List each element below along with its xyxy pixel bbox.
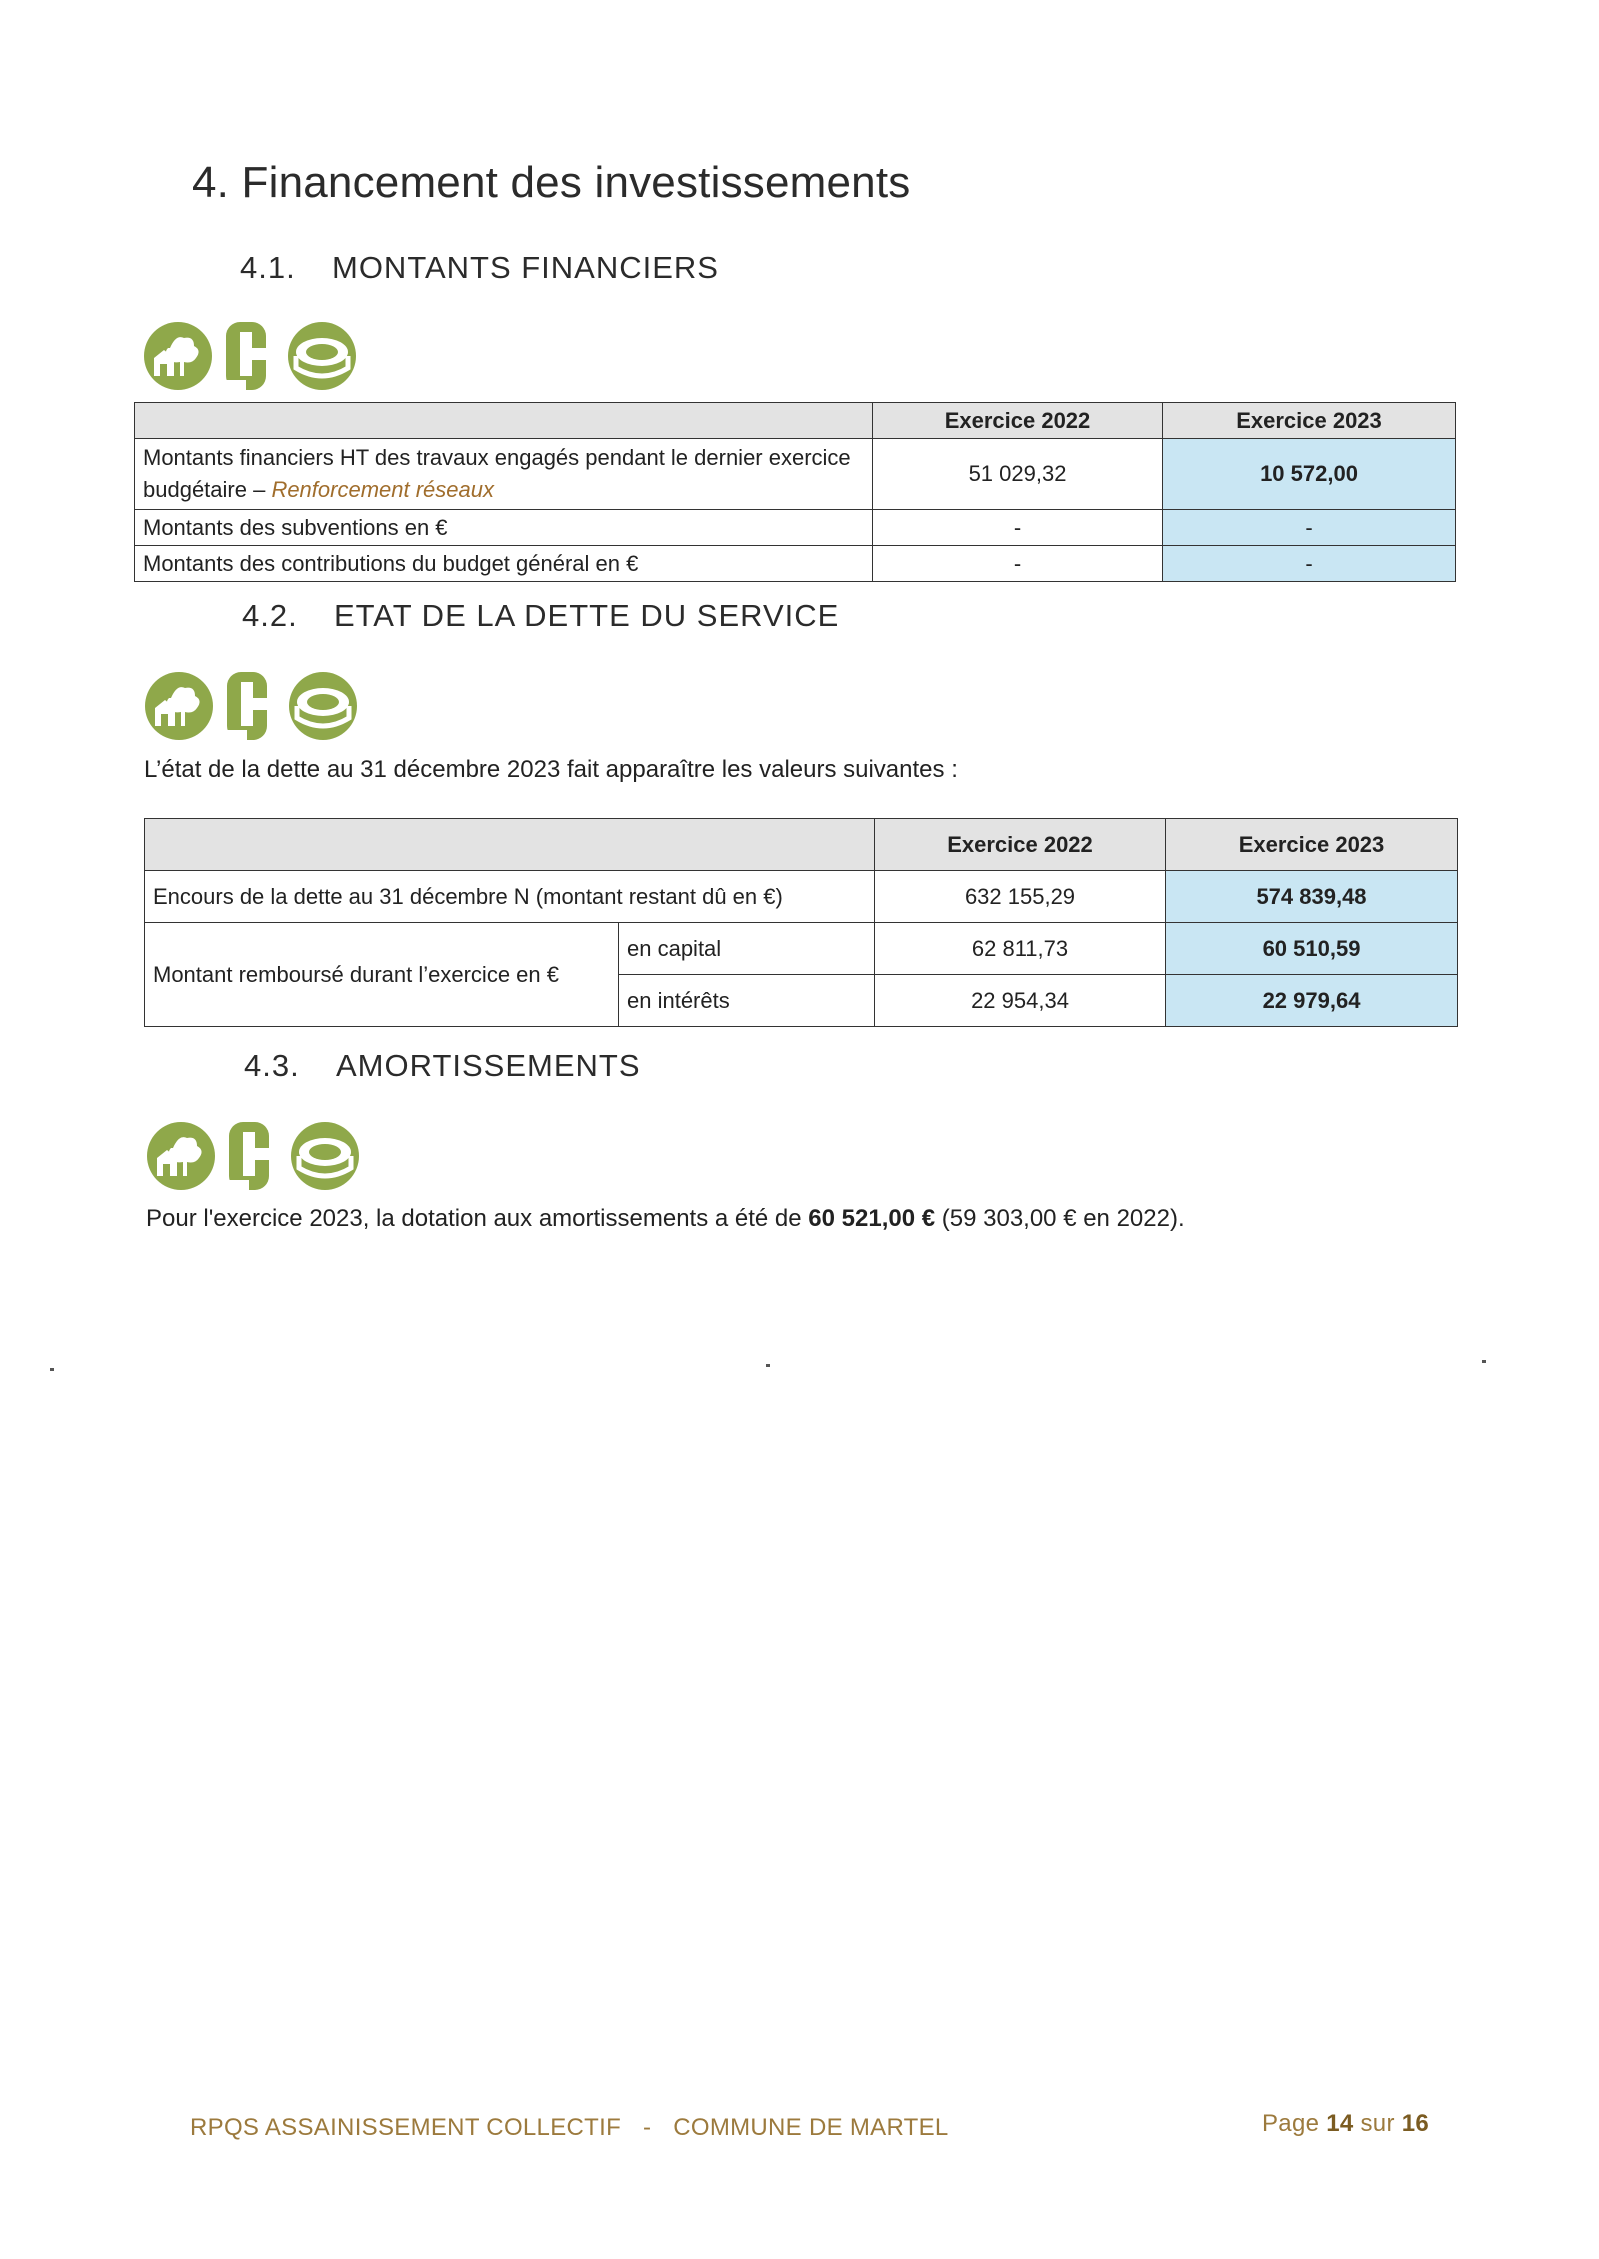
section-number: 4.1.: [240, 250, 296, 285]
value-2023: 10 572,00: [1163, 439, 1456, 510]
section-title: AMORTISSEMENTS: [336, 1048, 641, 1083]
interets-2023: 22 979,64: [1166, 975, 1458, 1027]
capital-2023: 60 510,59: [1166, 923, 1458, 975]
debt-table: [144, 818, 1458, 1027]
page-title: 4. Financement des investissements: [192, 158, 911, 207]
pipe-icon: [229, 1122, 279, 1190]
table-row: [135, 439, 1456, 510]
table-row: [145, 923, 1458, 975]
footer-page-number: [1262, 2110, 1429, 2138]
section-number: 4.2.: [242, 598, 298, 633]
value-2022: -: [873, 510, 1163, 546]
encours-2023: 574 839,48: [1166, 871, 1458, 923]
section-number: 4.3.: [244, 1048, 300, 1083]
manhole-icon: [291, 1122, 359, 1190]
row-label-note: Renforcement réseaux: [271, 477, 494, 502]
header-empty-cell: [145, 819, 875, 871]
value-2023: -: [1163, 510, 1456, 546]
scan-speck: [766, 1364, 770, 1367]
value-2022: 51 029,32: [873, 439, 1163, 510]
encours-2022: 632 155,29: [875, 871, 1166, 923]
icon-group-4-1: [140, 318, 362, 394]
pipe-icon: [227, 672, 277, 740]
amortissement-text: [146, 1205, 1185, 1233]
footer-page-word: Page: [1262, 2110, 1320, 2137]
manhole-icon: [289, 672, 357, 740]
house-tree-icon: [147, 1122, 215, 1190]
house-tree-icon: [144, 322, 212, 390]
rembourse-label: Montant remboursé durant l’exercice en €: [145, 923, 619, 1027]
table-row: [135, 510, 1456, 546]
footer-page-total: 16: [1401, 2110, 1430, 2137]
footer-report-name: RPQS ASSAINISSEMENT COLLECTIF: [190, 2114, 622, 2141]
footer-left: [190, 2114, 949, 2142]
section-heading-4-1: [240, 250, 719, 286]
row-label-main: Montants financiers HT des travaux engagés pendant le dernier exercice budgétaire –: [143, 445, 851, 502]
scan-speck: [50, 1368, 54, 1371]
manhole-icon: [288, 322, 356, 390]
header-2023: Exercice 2023: [1166, 819, 1458, 871]
amortissement-amount: 60 521,00 €: [808, 1205, 936, 1232]
footer-of-word: sur: [1360, 2110, 1395, 2137]
row-label: Montants des subventions en €: [135, 510, 873, 546]
section-title: MONTANTS FINANCIERS: [332, 250, 719, 285]
value-2023: -: [1163, 546, 1456, 582]
section-heading-4-3: [244, 1048, 641, 1084]
header-2022: Exercice 2022: [875, 819, 1166, 871]
encours-label: Encours de la dette au 31 décembre N (montant restant dû en €): [145, 871, 875, 923]
capital-2022: 62 811,73: [875, 923, 1166, 975]
footer-commune: COMMUNE DE MARTEL: [673, 2114, 949, 2141]
sub-label-capital: en capital: [619, 923, 875, 975]
section-heading-4-2: [242, 598, 839, 634]
table-header-row: [135, 403, 1456, 439]
value-2022: -: [873, 546, 1163, 582]
header-2022: Exercice 2022: [873, 403, 1163, 439]
house-tree-icon: [145, 672, 213, 740]
financial-amounts-table: [134, 402, 1456, 582]
icon-group-4-3: [143, 1118, 365, 1194]
header-2023: Exercice 2023: [1163, 403, 1456, 439]
scan-speck: [1482, 1360, 1486, 1363]
interets-2022: 22 954,34: [875, 975, 1166, 1027]
footer-page-current: 14: [1326, 2110, 1354, 2137]
footer-separator: -: [642, 2114, 652, 2141]
row-label: [135, 439, 873, 510]
sub-label-interets: en intérêts: [619, 975, 875, 1027]
pipe-icon: [226, 322, 276, 390]
table-row: [145, 871, 1458, 923]
section-title: ETAT DE LA DETTE DU SERVICE: [334, 598, 840, 633]
header-empty-cell: [135, 403, 873, 439]
debt-intro-text: L’état de la dette au 31 décembre 2023 fait apparaître les valeurs suivantes :: [144, 756, 958, 783]
amortissement-before: Pour l'exercice 2023, la dotation aux amortissements a été de: [146, 1205, 809, 1232]
row-label: Montants des contributions du budget général en €: [135, 546, 873, 582]
table-header-row: [145, 819, 1458, 871]
icon-group-4-2: [141, 668, 363, 744]
table-row: [135, 546, 1456, 582]
amortissement-after: (59 303,00 € en 2022).: [935, 1205, 1185, 1232]
